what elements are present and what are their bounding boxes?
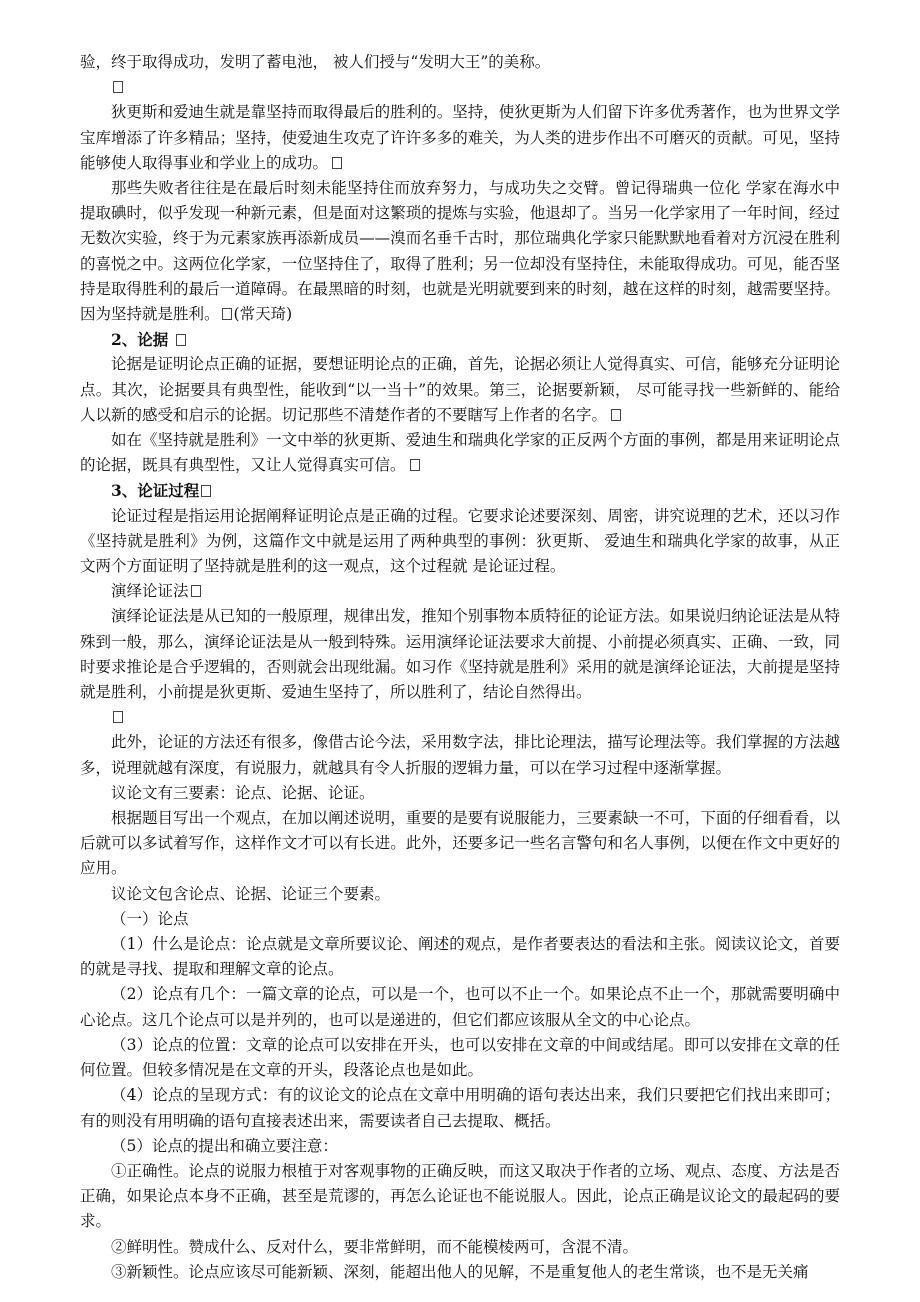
subheading-text: 演绎论证法 bbox=[111, 582, 189, 601]
author-credit: (常天琦) bbox=[233, 305, 293, 324]
heading-text: 2、论据 bbox=[111, 330, 174, 350]
missing-glyph-box-icon bbox=[611, 409, 621, 421]
paragraph-elements-summary bbox=[80, 882, 840, 907]
paragraph-text: 论证过程是指运用论据阐释证明论点是正确的过程。它要求论述要深刻、周密，讲究说理的艺术，还以习作《坚持就是胜利》为例，这篇作文中就是运用了两种典型的事例：狄更斯、 爱迪生和瑞典化学家的故事，从正文两个方面证明了坚持就是胜利的这一观点，这个过程就 是论证过程。 bbox=[80, 506, 840, 576]
missing-glyph-box-icon bbox=[332, 157, 342, 169]
missing-glyph-box-icon bbox=[222, 308, 232, 320]
paragraph-text: 演绎论证法是从已知的一般原理，规律出发，推知个别事物本质特征的论证方法。如果说归纳论证法是从特殊到一般，那么，演绎论证法是从一般到特殊。运用演绎论证法要求大前提、小前提必须真实、正确、一致，同时要求推论是合乎逻辑的，否则就会出现纰漏。如习作《坚持就是胜利》采用的就是演绎论证法，大前提是坚持就是胜利，小前提是狄更斯、爱迪生坚持了，所以胜利了，结论自然得出。 bbox=[80, 607, 840, 702]
subheading-deductive-method bbox=[80, 579, 840, 604]
paragraph-deductive-method bbox=[80, 604, 840, 705]
missing-glyph-box-icon bbox=[113, 81, 123, 93]
placeholder-box-line bbox=[80, 705, 840, 730]
paragraph-text: 论据是证明论点正确的证据，要想证明论点的正确，首先，论据必须让人觉得真实、可信，能够充分证明论点。其次，论据要具有典型性，能收到“以一当十”的效果。第三，论据要新颖， 尽可能寻找一些新鲜的、能给人以新的感受和启示的论据。切记那些不清楚作者的不要瞎写上作者的名字。 bbox=[80, 355, 840, 424]
paragraph-correctness bbox=[80, 1159, 840, 1235]
paragraph-novelty bbox=[80, 1260, 840, 1285]
paragraph-text: 议论文包含论点、论据、论证三个要素。 bbox=[111, 884, 391, 903]
paragraph-text: ②鲜明性。赞成什么、反对什么，要非常鲜明，而不能模棱两可，含混不清。 bbox=[111, 1237, 639, 1256]
paragraph-text: 议论文有三要素：论点、论据、论证。 bbox=[111, 783, 375, 802]
paragraph-writing-advice bbox=[80, 806, 840, 882]
paragraph-other-methods bbox=[80, 730, 840, 780]
paragraph-text: （3）论点的位置：文章的论点可以安排在开头，也可以安排在文章的中间或结尾。即可以安排在文章的任何位置。但较多情况是在文章的开头，段落论点也是如此。 bbox=[80, 1035, 840, 1080]
missing-glyph-box-icon bbox=[201, 485, 211, 497]
missing-glyph-box-icon bbox=[176, 334, 186, 346]
paragraph-thesis-notes bbox=[80, 1134, 840, 1159]
paragraph-argument-process bbox=[80, 504, 840, 580]
paragraph-text: 根据题目写出一个观点，在加以阐述说明，重要的是要有说服能力，三要素缺一不可，下面的仔细看看，以后就可以多试着写作，这样作文才可以有长进。此外，还要多记一些名言警句和名人事例，以便在作文中更好的应用。 bbox=[80, 809, 840, 878]
paragraph-evidence-definition bbox=[80, 352, 840, 428]
subheading-text: （一）论点 bbox=[111, 909, 189, 928]
paragraph-clarity bbox=[80, 1235, 840, 1260]
paragraph-text: ①正确性。论点的说服力根植于对客观事物的正确反映，而这又取决于作者的立场、观点、态度、方法是否正确，如果论点本身不正确，甚至是荒谬的，再怎么论证也不能说服人。因此，论点正确是议论文的最起码的要求。 bbox=[80, 1161, 840, 1231]
missing-glyph-box-icon bbox=[410, 459, 420, 471]
paragraph-text: 狄更斯和爱迪生就是靠坚持而取得最后的胜利的。坚持，使狄更斯为人们留下许多优秀著作，也为世界文学宝库增添了许多精品；坚持，使爱迪生攻克了许许多多的难关，为人类的进步作出不可磨灭的贡献。可见，坚持能够使人取得事业和学业上的成功。 bbox=[80, 103, 840, 172]
paragraph-three-elements bbox=[80, 781, 840, 806]
subheading-thesis bbox=[80, 907, 840, 932]
paragraph-dickens-edison bbox=[80, 100, 840, 176]
paragraph-text: （2）论点有几个：一篇文章的论点，可以是一个，也可以不止一个。如果论点不止一个，那就需要明确中心论点。这几个论点可以是并列的，也可以是递进的，但它们都应该服从全文的中心论点。 bbox=[80, 985, 840, 1029]
section-heading-evidence bbox=[80, 327, 840, 352]
paragraph-thesis-definition bbox=[80, 932, 840, 982]
paragraph-thesis-presentation bbox=[80, 1083, 840, 1133]
missing-glyph-box-icon bbox=[113, 711, 123, 723]
paragraph-text: 此外，论证的方法还有很多，像借古论今法，采用数字法，排比论理法，描写论理法等。我们掌握的方法越多，说理就越有深度，有说服力，就越具有令人折服的逻辑力量，可以在学习过程中逐渐掌握。 bbox=[80, 733, 840, 777]
paragraph-text: （4）论点的呈现方式：有的议论文的论点在文章中用明确的语句表达出来，我们只要把它们找出来即可；有的则没有用明确的语句直接表述出来，需要读者自己去提取、概括。 bbox=[80, 1086, 840, 1130]
paragraph-text: 那些失败者往往是在最后时刻未能坚持住而放弃努力，与成功失之交臂。曾记得瑞典一位化 学家在海水中提取碘时，似乎发现一种新元素，但是面对这繁琐的提炼与实验，他退却了。当另一化学家用了一年时间，经过无数次实验，终于为元素家族再添新成员——溴而名垂千古时，那位瑞典化学家只能默默地看着对方沉浸在胜利的喜悦之中。这两位化学家，一位坚持住了，取得了胜利；另一位却没有坚持住，未能取得成功。可见，能否坚持是取得胜利的最后一道障碍。在最黑暗的时刻，也就是光明就要到来的时刻，越在这样的时刻，越需要坚持。因为坚持就是胜利。 bbox=[80, 179, 840, 324]
paragraph-text: 如在《坚持就是胜利》一文中举的狄更斯、爱迪生和瑞典化学家的正反两个方面的事例，都是用来证明论点的论据，既具有典型性，又让人觉得真实可信。 bbox=[80, 431, 840, 475]
paragraph-thesis-count bbox=[80, 982, 840, 1032]
placeholder-box-line bbox=[80, 75, 840, 100]
heading-text: 3、论证过程 bbox=[111, 481, 200, 501]
paragraph-failures bbox=[80, 176, 840, 327]
paragraph-continuation bbox=[80, 50, 840, 75]
paragraph-text: （5）论点的提出和确立要注意： bbox=[111, 1136, 338, 1155]
paragraph-text: （1）什么是论点：论点就是文章所要议论、阐述的观点，是作者要表达的看法和主张。阅读议论文，首要的就是寻找、提取和理解文章的论点。 bbox=[80, 935, 840, 979]
section-heading-argument-process bbox=[80, 478, 840, 503]
paragraph-thesis-position bbox=[80, 1033, 840, 1083]
missing-glyph-box-icon bbox=[191, 585, 201, 597]
paragraph-text: 验，终于取得成功，发明了蓄电池， 被人们授与“发明大王”的美称。 bbox=[80, 53, 551, 71]
paragraph-evidence-example bbox=[80, 428, 840, 478]
paragraph-text: ③新颖性。论点应该尽可能新颖、深刻，能超出他人的见解，不是重复他人的老生常谈，也不是无关痛 bbox=[111, 1262, 809, 1281]
